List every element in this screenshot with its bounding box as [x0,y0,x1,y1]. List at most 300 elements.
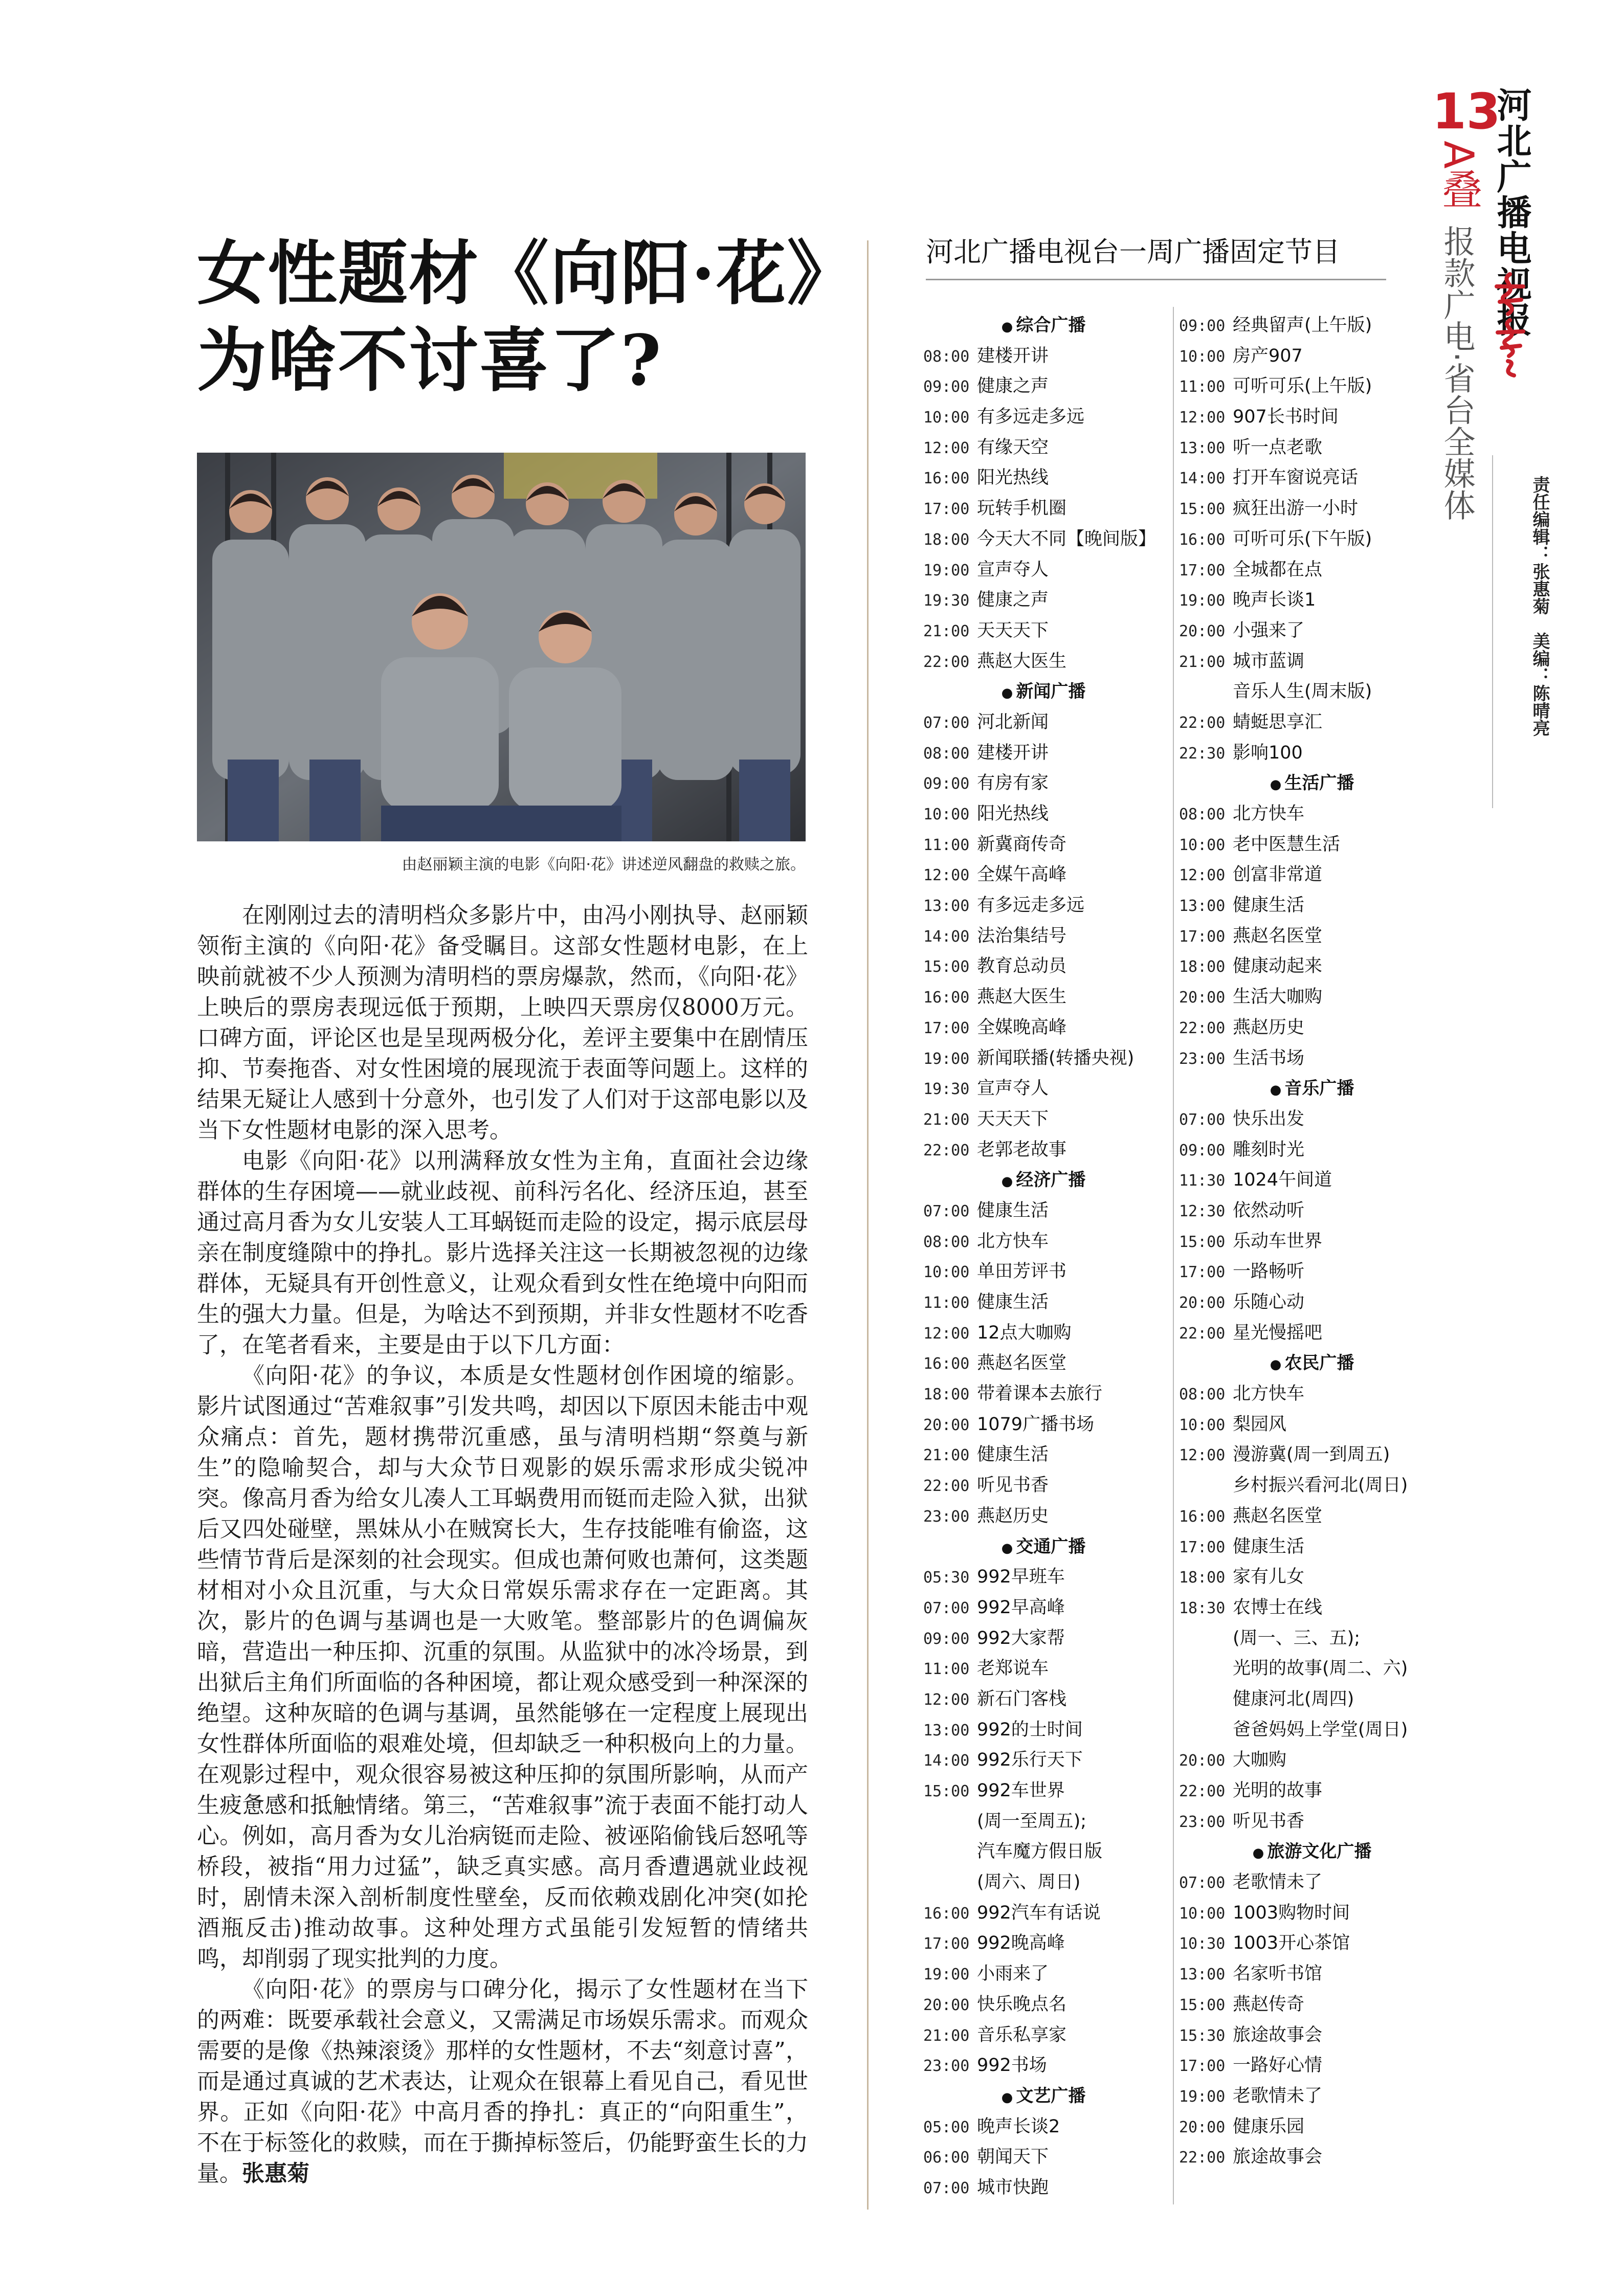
program-name: 老中医慧生活 [1233,834,1341,855]
program-name: 宣声夺人 [977,559,1049,580]
program-time: 10:00 [1179,347,1226,366]
program-row [1179,1990,1445,2020]
program-name: 新冀商传奇 [977,834,1067,855]
program-time: 19:30 [923,592,970,610]
program-time: 22:00 [923,653,970,671]
program-name: 健康生活 [1233,895,1305,916]
program-time: 22:00 [923,1477,970,1496]
program-time: 18:00 [1179,1569,1226,1587]
program-row [1179,402,1445,433]
program-name: 大咖购 [1233,1750,1287,1771]
program-name: 燕赵名医堂 [1233,925,1323,946]
program-time: 19:00 [923,561,970,579]
program-time: 12:00 [923,866,970,885]
program-time: 12:00 [1179,409,1226,427]
program-time: 15:00 [1179,1233,1226,1251]
program-name: 992的士时间 [977,1719,1083,1740]
program-name: 老歌情未了 [1233,1872,1323,1893]
program-row [923,799,1164,830]
program-name: 老郑说车 [977,1658,1049,1679]
program-time: 21:00 [923,1446,970,1465]
program-time: 10:00 [1179,1904,1226,1923]
program-row [923,1654,1164,1684]
program-time: 05:00 [923,2118,970,2136]
station-name: 文艺广播 [1016,2085,1086,2106]
program-time: 15:00 [1179,500,1226,519]
program-row [923,1623,1164,1654]
program-name: 有缘天空 [977,437,1049,458]
program-time: 07:00 [1179,1874,1226,1892]
program-time: 19:00 [1179,592,1226,610]
program-row [923,1104,1164,1135]
program-row [923,555,1164,586]
program-row [1179,860,1445,890]
bullet-icon: ● [1270,777,1282,793]
program-time: 08:00 [923,744,970,763]
program-name: 有房有家 [977,773,1049,794]
program-time: 22:30 [1179,744,1226,763]
program-time: 10:00 [923,409,970,427]
program-time: 16:00 [923,470,970,488]
program-row [923,921,1164,952]
program-time: 09:00 [1179,317,1226,335]
station-name: 农民广播 [1284,1353,1354,1374]
program-row [1179,555,1445,586]
program-row [1179,1928,1445,1959]
program-time: 22:00 [923,1141,970,1160]
article-paragraph: 电影《向阳·花》以刑满释放女性为主角，直面社会边缘群体的生存困境——就业歧视、前科污名化、经济压迫，甚至通过高月香为女儿安装人工耳蜗铤而走险的设定，揭示底层母亲在制度缝隙中的挣扎。影片选择关注这一长期被忽视的边缘群体，无疑具有开创性意义，让观众看到女性在绝境中向阳而生的强大力量。但是，为啥达不到预期，并非女性题材不吃香了，在笔者看来，主要是由于以下几方面： [197,1148,808,1358]
program-row [923,2112,1164,2143]
program-name: 北方快车 [1233,804,1305,824]
program-row [923,1928,1164,1959]
program-note: (周一、三、五); [1233,1628,1361,1648]
program-time: 17:00 [1179,561,1226,579]
program-time: 15:00 [1179,1996,1226,2014]
program-time: 15:30 [1179,2026,1226,2045]
program-row [923,1074,1164,1104]
program-row [923,1562,1164,1593]
program-name: 创富非常道 [1233,864,1323,885]
program-time: 10:00 [1179,1416,1226,1434]
program-row [923,1196,1164,1227]
program-time: 09:00 [923,1630,970,1648]
program-name: 992早班车 [977,1567,1065,1588]
column-divider [867,240,869,2210]
program-time: 13:00 [923,1721,970,1740]
program-row [923,1257,1164,1287]
program-row [1179,616,1445,647]
program-time: 18:00 [1179,958,1226,976]
program-row [1179,1867,1445,1898]
program-row [923,585,1164,616]
program-time: 21:00 [1179,653,1226,671]
program-row [1179,371,1445,402]
program-time: 17:00 [1179,1263,1226,1282]
program-time: 22:00 [1179,1324,1226,1343]
program-row [923,1470,1164,1501]
program-row [923,1135,1164,1166]
program-row [923,1410,1164,1440]
program-time: 07:00 [923,1202,970,1220]
program-row [1179,830,1445,860]
page-number: 13 [1432,83,1501,140]
program-time: 20:00 [1179,1752,1226,1770]
program-name: 晚声长谈2 [977,2116,1060,2137]
program-name: 燕赵历史 [977,1505,1049,1526]
program-name: 燕赵大医生 [977,987,1067,1008]
program-time: 10:00 [923,806,970,823]
program-name: 1024午间道 [1233,1170,1332,1191]
bullet-icon: ● [1001,1174,1013,1190]
program-row [923,707,1164,738]
station-name: 综合广播 [1016,315,1086,336]
program-name: 乐随心动 [1233,1292,1305,1312]
program-time: 13:00 [1179,897,1226,916]
program-row [923,494,1164,524]
masthead [1432,83,1586,752]
program-name: 家有儿女 [1233,1567,1305,1588]
program-row [923,2020,1164,2051]
bullet-icon: ● [1270,1082,1282,1098]
program-name: 天天天下 [977,620,1049,641]
program-time: 07:00 [923,2179,970,2197]
program-row [1179,2081,1445,2112]
program-name: 宣声夺人 [977,1078,1049,1099]
program-name: 907长书时间 [1233,407,1339,428]
program-time: 11:00 [923,1660,970,1679]
program-row [1179,494,1445,524]
program-name: 雕刻时光 [1233,1139,1305,1160]
program-name: 旅途故事会 [1233,2024,1323,2045]
program-name: 燕赵传奇 [1233,1994,1305,2015]
program-time: 14:00 [1179,470,1226,488]
program-row [1179,463,1445,494]
program-row [1179,1196,1445,1227]
program-name: 房产907 [1233,345,1303,366]
program-row [923,402,1164,433]
program-name: 农博士在线 [1233,1597,1323,1618]
program-name: 健康之声 [977,376,1049,397]
program-row [923,616,1164,647]
program-row [923,524,1164,555]
program-name: 玩转手机圈 [977,498,1067,519]
program-note: (周一至周五); [977,1811,1087,1832]
program-time: 14:00 [923,927,970,946]
program-name: 992乐行天下 [977,1750,1083,1771]
program-time: 19:00 [923,1966,970,1984]
program-row [923,1959,1164,1990]
program-time: 20:00 [1179,989,1226,1007]
program-name: 老郭老故事 [977,1139,1067,1160]
program-row [1179,707,1445,738]
station-heading [923,1165,1164,1196]
program-name: 992汽车有话说 [977,1902,1101,1923]
movie-still-image [197,453,806,841]
program-time: 11:00 [1179,378,1226,396]
program-name: 阳光热线 [977,804,1049,824]
program-time: 21:00 [923,622,970,640]
program-name: 有多远走多远 [977,895,1085,916]
editor-credit: 责任编辑：张惠菊 美编：陈晴亮 [1529,476,1550,737]
program-name: 疯狂出游一小时 [1233,498,1359,519]
program-time: 16:00 [923,1355,970,1373]
article-paragraph: 在刚刚过去的清明档众多影片中，由冯小刚执导、赵丽颖领衔主演的《向阳·花》备受瞩目。这部女性题材电影，在上映前就被不少人预测为清明档的票房爆款，然而，《向阳·花》上映后的票房表现远低于预期，上映四天票房仅8000万元。口碑方面，评论区也是呈现两极分化，差评主要集中在剧情压抑、节奏拖沓、对女性困境的展现流于表面等问题上。这样的结果无疑让人感到十分意外，也引发了人们对于这部电影以及当下女性题材电影的深入思考。 [197,902,808,1143]
program-row [1179,1807,1445,1837]
program-name: 河北新闻 [977,711,1049,732]
program-time: 11:00 [923,1294,970,1312]
program-name: 小雨来了 [977,1964,1049,1985]
program-time: 17:00 [923,500,970,519]
program-name: 健康乐园 [1233,2116,1305,2137]
program-name: 小强来了 [1233,620,1305,641]
program-name: 992大家帮 [977,1628,1065,1648]
program-time: 07:00 [923,714,970,732]
program-row [923,860,1164,890]
program-row [923,1776,1164,1807]
program-time: 17:00 [1179,927,1226,946]
program-name: 光明的故事 [1233,1780,1323,1801]
program-time: 18:00 [923,530,970,549]
program-time: 16:00 [1179,1507,1226,1526]
program-row [1179,1440,1445,1470]
program-time: 22:00 [1179,714,1226,732]
program-time: 21:00 [923,2026,970,2045]
program-row [923,1715,1164,1746]
station-name: 经济广播 [1016,1170,1086,1191]
program-name: 健康生活 [977,1200,1049,1221]
program-time: 06:00 [923,2149,970,2167]
program-row [1179,1227,1445,1257]
program-row [923,1287,1164,1318]
program-time: 23:00 [1179,1050,1226,1068]
program-time: 08:00 [1179,806,1226,823]
station-name: 生活广播 [1284,773,1354,794]
program-name: 全媒午高峰 [977,864,1067,885]
program-name: 建楼开讲 [977,345,1049,366]
schedule-title-rule [926,279,1386,280]
program-row [1179,1593,1445,1623]
program-row [1179,433,1445,463]
program-time: 20:00 [923,1416,970,1434]
newspaper-logo-icon [1489,271,1530,378]
program-row [923,1318,1164,1349]
program-time: 17:00 [1179,1538,1226,1556]
schedule-column-rule [1173,307,1174,2204]
program-row [1179,738,1445,769]
program-row [1179,921,1445,952]
program-name: 健康之声 [977,590,1049,611]
program-row [923,463,1164,494]
program-name: 北方快车 [1233,1384,1305,1405]
program-time: 13:00 [923,897,970,916]
program-name: 晚声长谈1 [1233,590,1316,611]
station-name: 旅游文化广播 [1267,1841,1372,1862]
program-row [1179,2020,1445,2051]
page-section: A叠 [1435,141,1482,210]
program-time: 15:00 [923,958,970,976]
program-time: 19:30 [923,1080,970,1099]
bullet-icon: ● [1001,685,1013,701]
program-time: 16:00 [923,1904,970,1923]
program-name: 快乐晚点名 [977,1994,1067,2015]
program-name: 992车世界 [977,1780,1065,1801]
program-name: 992书场 [977,2055,1047,2076]
program-row [923,2173,1164,2203]
program-row [1179,1745,1445,1776]
program-time: 10:00 [1179,836,1226,854]
program-row [1179,647,1445,677]
program-time: 10:00 [923,1263,970,1282]
program-name: 老歌情未了 [1233,2085,1323,2106]
program-time: 22:00 [1179,2149,1226,2167]
program-time: 10:30 [1179,1935,1226,1953]
headline-line-2: 为啥不讨喜了? [197,320,662,402]
program-row [1179,890,1445,921]
program-name: 12点大咖购 [977,1322,1072,1343]
program-note: 健康河北(周四) [1233,1688,1354,1709]
program-time: 19:00 [1179,2087,1226,2106]
program-name: 天天天下 [977,1108,1049,1129]
program-row [923,1348,1164,1379]
program-time: 17:00 [923,1019,970,1037]
program-row [923,371,1164,402]
program-row [1179,2112,1445,2143]
article-author: 张惠菊 [242,2160,309,2187]
program-time: 12:30 [1179,1202,1226,1220]
program-name: 燕赵历史 [1233,1017,1305,1038]
station-name: 新闻广播 [1016,681,1086,702]
program-row [923,2142,1164,2173]
station-heading [923,310,1164,341]
program-row [1179,2142,1445,2173]
station-name: 交通广播 [1016,1536,1086,1557]
program-row [1179,1013,1445,1043]
program-name: 992早高峰 [977,1597,1065,1618]
program-row [923,1593,1164,1623]
program-name: 听见书香 [977,1475,1049,1496]
article-paragraph-last [197,1974,808,2189]
program-note: 汽车魔方假日版 [977,1841,1103,1862]
program-row [923,1745,1164,1776]
program-row [1179,585,1445,616]
program-name: 蜻蜓思享汇 [1233,711,1323,732]
program-name: 北方快车 [977,1231,1049,1252]
program-name: 城市快跑 [977,2177,1049,2198]
program-name: 1003开心茶馆 [1233,1933,1350,1954]
headline [197,230,862,404]
program-name: 听一点老歌 [1233,437,1323,458]
headline-line-1: 女性题材《向阳·花》 [197,233,858,315]
program-row [923,890,1164,921]
program-time: 13:00 [1179,1966,1226,1984]
program-name: 1079广播书场 [977,1414,1095,1435]
program-name: 可听可乐(上午版) [1233,376,1372,397]
program-name: 燕赵名医堂 [977,1353,1067,1374]
program-row [1179,1287,1445,1318]
program-time: 20:00 [1179,1294,1226,1312]
program-time: 18:00 [923,1386,970,1404]
program-time: 07:00 [923,1599,970,1617]
program-row [923,1684,1164,1715]
program-time: 12:00 [1179,1446,1226,1465]
program-name: 今天大不同【晚间版】 [977,528,1157,549]
program-time: 17:00 [1179,2057,1226,2076]
program-time: 15:00 [923,1782,970,1800]
program-name: 1003购物时间 [1233,1902,1350,1923]
program-name: 朝闻天下 [977,2147,1049,2168]
schedule-title: 河北广播电视台一周广播固定节目 [926,236,1340,268]
program-name: 可听可乐(下午版) [1233,528,1372,549]
program-time: 12:00 [923,1690,970,1709]
program-row [1179,1898,1445,1929]
program-name: 漫游冀(周一到周五) [1233,1444,1390,1465]
program-time: 11:00 [923,836,970,854]
program-row [923,1379,1164,1410]
program-row [1179,1135,1445,1166]
program-time: 21:00 [923,1110,970,1129]
program-note: 光明的故事(周二、六) [1233,1658,1408,1679]
station-name: 音乐广播 [1284,1078,1354,1099]
program-name: 单田芳评书 [977,1261,1067,1282]
program-time: 13:00 [1179,439,1226,457]
program-row [1179,1379,1445,1410]
program-time: 12:00 [923,439,970,457]
program-row [923,1043,1164,1074]
schedule-column-1 [923,310,1164,2203]
program-time: 09:00 [923,378,970,396]
program-name: 乐动车世界 [1233,1231,1323,1252]
program-row [1179,951,1445,982]
program-time: 20:00 [923,1996,970,2014]
program-time: 11:30 [1179,1172,1226,1190]
program-row [1179,1501,1445,1532]
program-name: 名家听书馆 [1233,1964,1323,1985]
station-heading [1179,768,1445,799]
paper-name: 河北广播电视报 [1491,87,1532,338]
station-heading [923,677,1164,707]
program-time: 23:00 [923,2057,970,2076]
program-row [1179,1318,1445,1349]
program-note: 乡村振兴看河北(周日) [1233,1475,1408,1496]
program-row [1179,1257,1445,1287]
program-time: 12:00 [923,1324,970,1343]
program-name: 城市蓝调 [1233,651,1305,672]
program-name: 带着课本去旅行 [977,1384,1103,1405]
program-name: 新闻联播(转播央视) [977,1047,1135,1068]
program-name: 全媒晚高峰 [977,1017,1067,1038]
program-row [1179,799,1445,830]
program-name: 旅途故事会 [1233,2147,1323,2168]
bullet-icon: ● [1252,1845,1264,1861]
program-name: 建楼开讲 [977,742,1049,763]
program-time: 08:00 [1179,1386,1226,1404]
program-time: 08:00 [923,1233,970,1251]
program-name: 燕赵大医生 [977,651,1067,672]
program-time: 19:00 [923,1050,970,1068]
program-time: 20:00 [1179,2118,1226,2136]
program-time: 05:30 [923,1569,970,1587]
program-row [1179,310,1445,341]
program-row [1179,2050,1445,2081]
program-note: 音乐人生(周末版) [1233,681,1372,702]
program-row [923,830,1164,860]
program-name: 一路好心情 [1233,2055,1323,2076]
program-row [1179,1043,1445,1074]
station-heading [923,1532,1164,1563]
program-row [923,1990,1164,2020]
program-name: 星光慢摇吧 [1233,1322,1323,1343]
program-name: 法治集结号 [977,925,1067,946]
